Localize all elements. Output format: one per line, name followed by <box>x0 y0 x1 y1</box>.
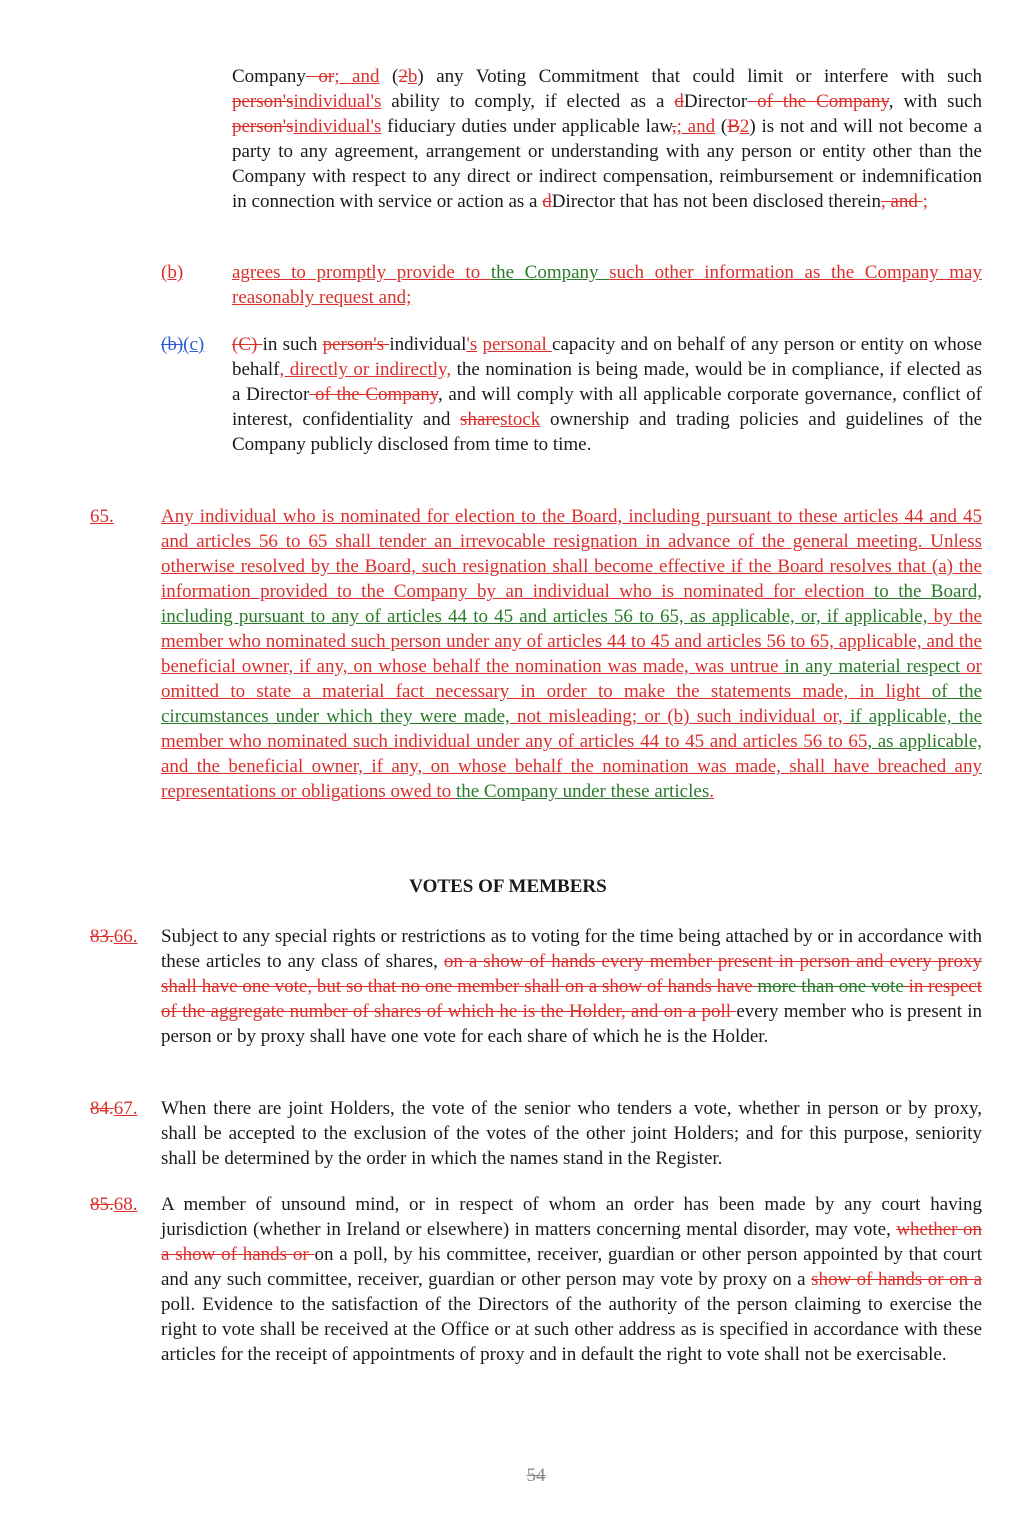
deleted-label: (b) <box>161 334 184 355</box>
text: When there are joint Holders, the vote of the senior who tenders a vote, whether in person or by proxy, shall be accepted to the exclusion of the votes of the other joint Holders; and for this purpose, seniority shall be determined by the order in which the names stand in the Register. <box>161 1098 982 1169</box>
inserted-text: such other information as the Company may reasonably request and; <box>232 262 982 308</box>
text: poll. Evidence to the satisfaction of the Directors of the authority of the person claiming to exercise the right to vote shall be received at the Office or at such other address as is specified in accordance with these articles for the receipt of appointments of proxy and in default the right to vote shall not be exercisable. <box>161 1294 982 1365</box>
deleted-text: of the Company <box>309 384 439 405</box>
text: individual <box>389 334 467 355</box>
inserted-text: if applicable, the <box>849 706 983 727</box>
article-67 <box>161 1096 982 1171</box>
inserted-text: stock <box>500 409 541 430</box>
text: Subject to any special rights or restrictions as to voting for the time being attached by or in accordance with these articles to any class of shares, <box>161 926 982 972</box>
page-number: 54 <box>526 1465 546 1486</box>
inserted-number: 67. <box>113 1098 138 1119</box>
section-heading: VOTES OF MEMBERS <box>409 876 607 897</box>
inserted-text: . <box>709 781 714 802</box>
inserted-number: 66. <box>113 926 138 947</box>
article-68-number <box>90 1192 138 1217</box>
inserted-text: in any material respect <box>784 656 961 677</box>
deleted-number: 84. <box>90 1098 114 1119</box>
inserted-text: 2 <box>739 116 750 137</box>
inserted-text: the Company <box>490 262 610 283</box>
inserted-text: individual's <box>293 91 382 112</box>
inserted-text: Any individual who is nominated for election to the Board, including pursuant to these articles 44 and 45 and articles 56 to 65 shall tender an irrevocable resignation in advance of the general meeting. Unless otherwise resolved by the Board, such resignation shall become effective if the Board resolves that (a) the information provided to the Company by an individual who is nominated for election <box>161 506 982 602</box>
text: Director that has not been disclosed therein <box>551 191 881 212</box>
text: ( <box>715 116 728 137</box>
deleted-text: or <box>305 66 335 87</box>
text: in such <box>262 334 323 355</box>
article-65-number: 65. <box>90 506 114 527</box>
inserted-text: ; and <box>676 116 716 137</box>
deleted-number: 85. <box>90 1194 114 1215</box>
inserted-text: ; <box>922 191 928 212</box>
inserted-text: not misleading; or (b) such individual or, <box>509 706 850 727</box>
text: the nomination is being made, would be in compliance, if elected as a Director <box>232 359 982 405</box>
deleted-text: of the Company <box>747 91 889 112</box>
article-68 <box>161 1192 982 1367</box>
text: ) any Voting Commitment that could limit or interfere with such <box>417 66 983 87</box>
inserted-text: the Company under these articles <box>455 781 710 802</box>
text: capacity and on behalf of any person or entity on whose behalf <box>232 334 983 380</box>
inserted-text: to the Board, including pursuant to any of articles 44 to 45 and articles 56 to 65, as applicable, or, if applicable, <box>161 581 982 627</box>
deleted-text: whether on a show of hands or <box>161 1219 982 1265</box>
inserted-text: and the beneficial owner, if any, on whose behalf the nomination was made, shall have breached any representations or obligations owed to <box>161 756 982 802</box>
inserted-text: agrees to promptly provide to <box>232 262 491 283</box>
inserted-text: by the member who nominated such person under any of articles 44 to 45 and articles 56 to 65, applicable, and the beneficial owner, if any, on whose behalf the nomination was made, was untrue <box>161 606 982 677</box>
text: ownership and trading policies and guidelines of the Company publicly disclosed from time to time. <box>232 409 983 455</box>
article-66-number <box>90 924 138 949</box>
text: , with such <box>888 91 982 112</box>
inserted-text: personal <box>482 334 553 355</box>
text: every member who is present in person or by proxy shall have one vote for each share of which he is the Holder. <box>161 1001 982 1047</box>
deleted-text: , and <box>880 191 923 212</box>
inserted-text: of the circumstances under which they were made, <box>161 681 982 727</box>
text: on a poll, by his committee, receiver, guardian or other person appointed by that court and any such committee, receiver, guardian or other person may vote by proxy on a <box>161 1244 982 1290</box>
deleted-text: in respect of the aggregate number of shares of which he is the Holder, and on a poll <box>161 976 982 1022</box>
deleted-text: more than one vote <box>757 976 904 997</box>
inserted-number: 68. <box>113 1194 138 1215</box>
deleted-text: 2 <box>398 66 408 87</box>
deleted-text: share <box>460 409 501 430</box>
text: ( <box>379 66 399 87</box>
deleted-text: d <box>542 191 552 212</box>
deleted-text: (C) <box>232 334 263 355</box>
deleted-text: on a show of hands every member present in person and every proxy shall have one vote, but so that no one member shall on a show of hands have <box>161 951 982 997</box>
paragraph-b <box>232 260 982 310</box>
deleted-text: , <box>671 116 677 137</box>
article-67-number <box>90 1096 138 1121</box>
paragraph-c <box>232 332 982 457</box>
deleted-text: d <box>674 91 684 112</box>
paragraph-b-label: (b) <box>161 262 184 283</box>
text: A member of unsound mind, or in respect of whom an order has been made by any court having jurisdiction (whether in Ireland or elsewhere) in matters concerning mental disorder, may vote, <box>161 1194 982 1240</box>
text: ability to comply, if elected as a <box>381 91 675 112</box>
inserted-text: or omitted to state a material fact necessary in order to make the statements made, in light <box>161 656 982 702</box>
text: Director <box>683 91 748 112</box>
inserted-text: , directly or indirectly, <box>279 359 452 380</box>
paragraph-a-continuation <box>232 64 982 214</box>
inserted-label: (c) <box>183 334 205 355</box>
deleted-text: show of hands or on a <box>811 1269 982 1290</box>
inserted-text: , as applicable, <box>867 731 982 752</box>
paragraph-c-label <box>161 332 204 357</box>
deleted-text: person's <box>232 116 294 137</box>
deleted-number: 83. <box>90 926 114 947</box>
inserted-text: member who nominated such individual under any of articles 44 to 45 and articles 56 to 65 <box>161 731 868 752</box>
inserted-text: individual's <box>293 116 382 137</box>
text: Company <box>232 66 306 87</box>
text: , and will comply with all applicable corporate governance, conflict of interest, confidentiality and <box>232 384 982 430</box>
article-66 <box>161 924 982 1049</box>
deleted-text: B <box>727 116 740 137</box>
article-65 <box>161 504 982 804</box>
inserted-text: b <box>407 66 418 87</box>
text: ) is not and will not become a party to any agreement, arrangement or understanding with any person or entity other than the Company with respect to any direct or indirect compensation, reimbursement or indemnification in connection with service or action as a <box>232 116 983 212</box>
inserted-text: 's <box>466 334 478 355</box>
text: fiduciary duties under applicable law <box>381 116 672 137</box>
deleted-text: person's <box>232 91 294 112</box>
deleted-text: person's <box>322 334 390 355</box>
inserted-text: ; and <box>334 66 380 87</box>
